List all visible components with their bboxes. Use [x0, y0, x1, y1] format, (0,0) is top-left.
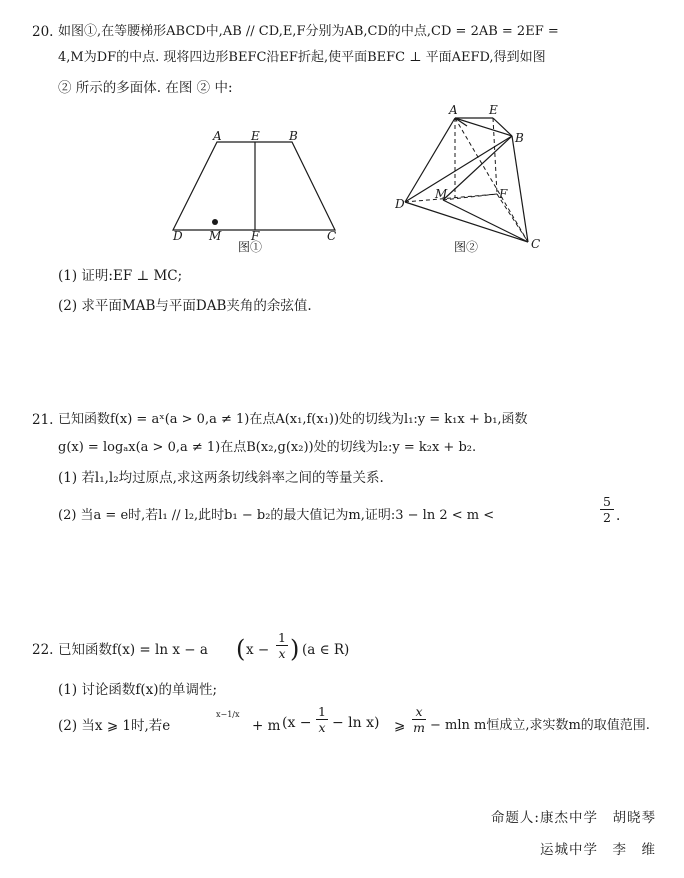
q22-part2-b: + m	[252, 718, 281, 734]
q22-part2-c: (x −	[282, 715, 312, 731]
fig2-label-M: M	[435, 187, 448, 201]
q21-number: 21.	[32, 412, 54, 428]
q20-line2: 4,M为DF的中点. 现将四边形BEFC沿EF折起,使平面BEFC ⊥ 平面AEFD,得到如图	[58, 50, 546, 65]
q22-line1-suffix: (a ∈ R)	[302, 642, 350, 658]
fig1-label-A: A	[213, 129, 222, 143]
q22-frac3-den: m	[413, 720, 425, 735]
q21-part1: (1) 若l₁,l₂均过原点,求这两条切线斜率之间的等量关系.	[58, 470, 384, 486]
fig1-label-C: C	[327, 229, 337, 243]
fig2-label-D: D	[395, 197, 405, 211]
figure-1-caption: 图①	[238, 240, 263, 254]
q22-part2-exp: x−1/x	[216, 710, 240, 719]
fig2-label-A: A	[449, 103, 458, 117]
q21-line1: 已知函数f(x) = aˣ(a > 0,a ≠ 1)在点A(x₁,f(x₁))处的切线为l₁:y = k₁x + b₁,函数	[58, 412, 528, 427]
q22-paren-close: )	[290, 635, 300, 663]
fig1-label-B: B	[289, 129, 298, 143]
q22-fraction-1	[276, 630, 288, 661]
q21-part2-end: .	[616, 508, 621, 524]
q20-part2: (2) 求平面MAB与平面DAB夹角的余弦值.	[58, 298, 312, 314]
q21-part2: (2) 当a = e时,若l₁ // l₂,此时b₁ − b₂的最大值记为m,证明:3 − ln 2 < m <	[58, 508, 495, 523]
q22-line1-prefix: 已知函数f(x) = ln x − a	[58, 642, 208, 658]
fig2-label-B: B	[515, 131, 524, 145]
q22-frac3-num: x	[415, 704, 423, 719]
figure-2-polyhedron	[395, 102, 555, 252]
q22-line1-x: x −	[246, 642, 270, 658]
q22-part2-a: (2) 当x ⩾ 1时,若e	[58, 718, 171, 734]
fig2-label-F: F	[499, 187, 508, 201]
signature-line-1: 命题人:康杰中学 胡晓琴	[490, 810, 656, 826]
fig1-label-F: F	[251, 229, 260, 243]
q22-number: 22.	[32, 642, 54, 658]
q20-number: 20.	[32, 24, 54, 40]
q22-fraction-2	[316, 704, 328, 735]
q21-line2: g(x) = logₐx(a > 0,a ≠ 1)在点B(x₂,g(x₂))处的切线为l₂:y = k₂x + b₂.	[58, 440, 477, 455]
q20-line3: ② 所示的多面体. 在图 ② 中:	[58, 80, 233, 96]
q21-frac-num: 5	[603, 494, 611, 509]
q22-frac2-den: x	[318, 720, 326, 735]
fig1-label-D: D	[173, 229, 183, 243]
signature-line-2: 运城中学 李 维	[540, 842, 656, 858]
fig1-label-E: E	[251, 129, 260, 143]
fig2-label-C: C	[531, 237, 541, 251]
q22-part2-e: ⩾	[394, 718, 406, 734]
q22-part2-f: − mln m恒成立,求实数m的取值范围.	[430, 718, 650, 733]
q22-paren-open: (	[236, 635, 246, 663]
q21-fraction	[600, 494, 614, 525]
q21-frac-den: 2	[603, 510, 611, 525]
q22-frac1-den: x	[278, 646, 286, 661]
q22-part1: (1) 讨论函数f(x)的单调性;	[58, 682, 218, 698]
fig2-label-E: E	[489, 103, 498, 117]
q22-part2-d: − ln x)	[332, 715, 380, 731]
q20-line1: 如图①,在等腰梯形ABCD中,AB // CD,E,F分别为AB,CD的中点,CD = 2AB = 2EF =	[58, 24, 559, 39]
q22-frac1-num: 1	[278, 630, 286, 645]
q22-fraction-3	[412, 704, 426, 735]
q20-part1: (1) 证明:EF ⊥ MC;	[58, 268, 183, 284]
figure-2-caption: 图②	[454, 240, 479, 254]
q22-frac2-num: 1	[318, 704, 326, 719]
fig1-label-M: M	[209, 229, 222, 243]
